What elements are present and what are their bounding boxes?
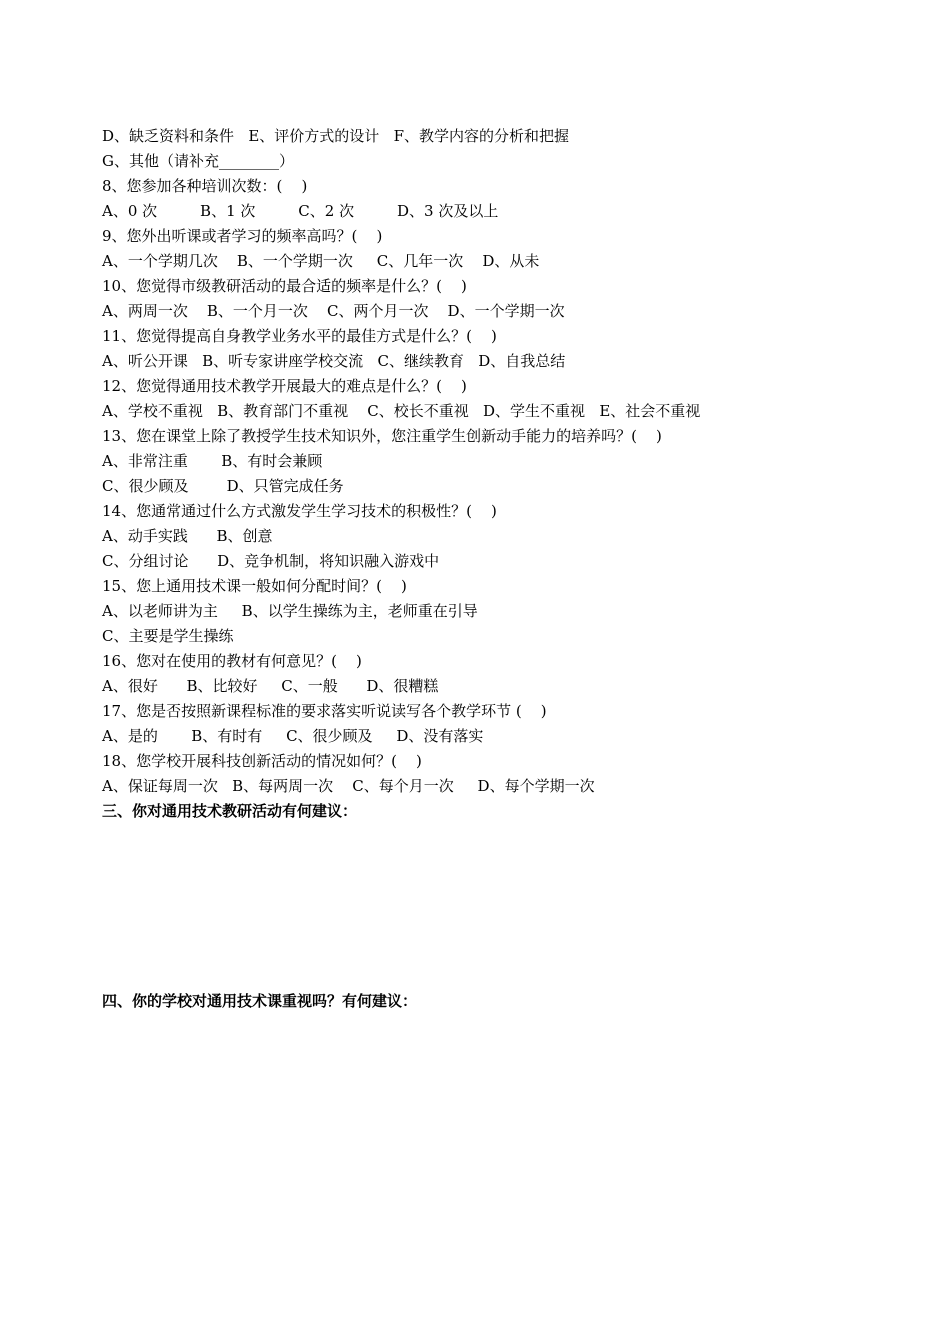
question-line: 13、您在课堂上除了教授学生技术知识外，您注重学生创新动手能力的培养吗？( ) bbox=[102, 427, 662, 445]
options-line: A、一个学期几次 B、一个学期一次 C、几年一次 D、从未 bbox=[102, 252, 540, 270]
options-line: C、很少顾及 D、只管完成任务 bbox=[102, 477, 344, 495]
section-3-heading: 三、你对通用技术教研活动有何建议： bbox=[102, 802, 358, 820]
options-line: A、非常注重 B、有时会兼顾 bbox=[102, 452, 323, 470]
options-line: A、0 次 B、1 次 C、2 次 D、3 次及以上 bbox=[102, 202, 499, 220]
question-line: 16、您对在使用的教材有何意见？( ) bbox=[102, 652, 362, 670]
question-line: 11、您觉得提高自身教学业务水平的最佳方式是什么？( ) bbox=[102, 327, 497, 345]
options-line: A、是的 B、有时有 C、很少顾及 D、没有落实 bbox=[102, 727, 484, 745]
section-4-heading: 四、你的学校对通用技术课重视吗？有何建议： bbox=[102, 992, 418, 1010]
question-line: 10、您觉得市级教研活动的最合适的频率是什么？( ) bbox=[102, 277, 467, 295]
question-line: G、其他（请补充________） bbox=[102, 152, 294, 170]
question-line: 17、您是否按照新课程标准的要求落实听说读写各个教学环节 ( ) bbox=[102, 702, 547, 720]
question-line: D、缺乏资料和条件 E、评价方式的设计 F、教学内容的分析和把握 bbox=[102, 127, 569, 145]
question-line: 9、您外出听课或者学习的频率高吗？( ) bbox=[102, 227, 383, 245]
options-line: A、以老师讲为主 B、以学生操练为主，老师重在引导 bbox=[102, 602, 478, 620]
options-line: C、分组讨论 D、竞争机制，将知识融入游戏中 bbox=[102, 552, 440, 570]
options-line: A、很好 B、比较好 C、一般 D、很糟糕 bbox=[102, 677, 439, 695]
options-line: A、听公开课 B、听专家讲座学校交流 C、继续教育 D、自我总结 bbox=[102, 352, 566, 370]
options-line: A、两周一次 B、一个月一次 C、两个月一次 D、一个学期一次 bbox=[102, 302, 565, 320]
survey-content bbox=[102, 124, 862, 1014]
question-line: 12、您觉得通用技术教学开展最大的难点是什么？( ) bbox=[102, 377, 467, 395]
question-line: 18、您学校开展科技创新活动的情况如何？( ) bbox=[102, 752, 422, 770]
question-line: 14、您通常通过什么方式激发学生学习技术的积极性？( ) bbox=[102, 502, 497, 520]
options-line: A、学校不重视 B、教育部门不重视 C、校长不重视 D、学生不重视 E、社会不重视 bbox=[102, 402, 701, 420]
options-line: A、动手实践 B、创意 bbox=[102, 527, 273, 545]
question-line: 15、您上通用技术课一般如何分配时间？( ) bbox=[102, 577, 407, 595]
options-line: A、保证每周一次 B、每两周一次 C、每个月一次 D、每个学期一次 bbox=[102, 777, 595, 795]
question-line: 8、您参加各种培训次数：( ) bbox=[102, 177, 308, 195]
options-line: C、主要是学生操练 bbox=[102, 627, 234, 645]
section-3-answer-space bbox=[102, 824, 862, 989]
